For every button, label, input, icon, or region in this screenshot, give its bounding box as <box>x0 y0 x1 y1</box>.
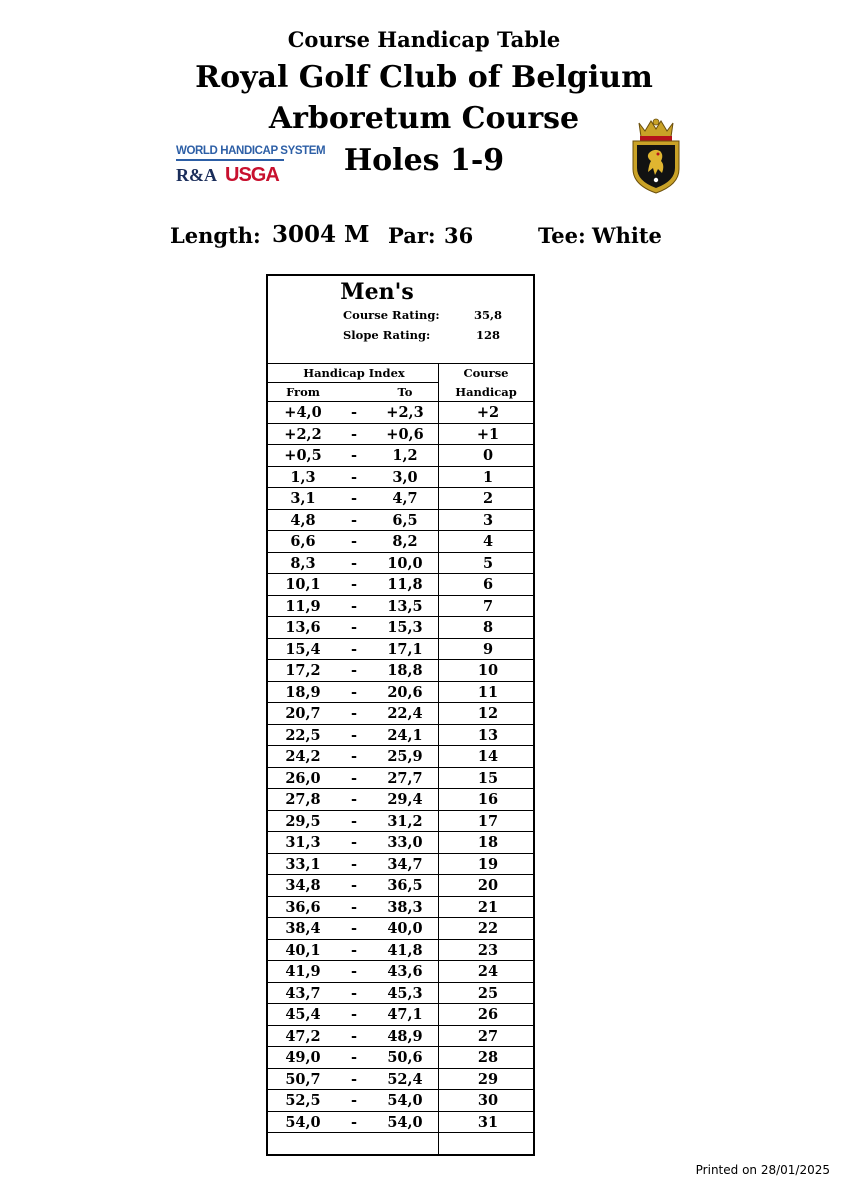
course-handicap-cell: 2 <box>482 490 494 507</box>
table-row <box>268 553 533 575</box>
course-handicap-cell: 7 <box>482 597 494 615</box>
from-cell: 43,7 <box>285 984 321 1002</box>
dash-cell: - <box>350 920 358 937</box>
to-cell: 3,0 <box>392 468 418 486</box>
dash-cell: - <box>350 748 358 765</box>
course-handicap-cell: 18 <box>477 834 499 851</box>
table-row <box>268 424 533 446</box>
slope-rating-value: 128 <box>475 328 500 342</box>
from-cell: 34,8 <box>285 877 321 894</box>
table-row <box>268 897 533 919</box>
dash-cell: - <box>350 1006 358 1023</box>
from-cell: 50,7 <box>285 1070 321 1088</box>
table-row <box>268 1004 533 1026</box>
from-cell: 18,9 <box>285 683 321 701</box>
to-cell: 47,1 <box>387 1006 423 1023</box>
table-row <box>268 1069 533 1091</box>
table-row <box>268 940 533 962</box>
dash-cell: - <box>350 877 358 894</box>
to-cell: 13,5 <box>387 597 423 615</box>
from-cell: 27,8 <box>285 791 321 808</box>
dash-cell: - <box>350 984 358 1002</box>
course-handicap-cell: 21 <box>477 898 499 916</box>
dash-cell: - <box>350 425 358 443</box>
to-cell: 18,8 <box>387 662 423 679</box>
to-cell: 36,5 <box>387 877 423 894</box>
course-handicap-cell: 25 <box>477 984 499 1002</box>
dash-cell: - <box>350 640 358 658</box>
to-cell: 33,0 <box>387 834 423 851</box>
to-cell: +0,6 <box>386 425 424 443</box>
to-cell: +2,3 <box>386 404 424 421</box>
dash-cell: - <box>350 1113 358 1131</box>
course-handicap-cell: 4 <box>482 533 494 550</box>
dash-cell: - <box>350 1092 358 1109</box>
course-handicap-cell: 22 <box>477 920 499 937</box>
table-row <box>268 918 533 940</box>
dash-cell: - <box>350 1027 358 1045</box>
to-cell: 43,6 <box>387 963 423 980</box>
course-handicap-cell: 19 <box>477 855 499 873</box>
dash-cell: - <box>350 554 358 572</box>
dash-cell: - <box>350 898 358 916</box>
course-handicap-cell: 28 <box>477 1049 499 1066</box>
dash-cell: - <box>350 963 358 980</box>
course-handicap-cell: 13 <box>477 726 499 744</box>
course-handicap-cell: 5 <box>482 554 494 572</box>
to-cell: 17,1 <box>387 640 423 658</box>
from-cell: 26,0 <box>285 769 321 787</box>
course-handicap-cell: 3 <box>482 511 494 529</box>
dash-cell: - <box>350 812 358 830</box>
whs-logo-partners <box>176 164 288 187</box>
to-cell: 50,6 <box>387 1049 423 1066</box>
course-handicap-cell: 29 <box>477 1070 499 1088</box>
from-cell: 29,5 <box>285 812 321 830</box>
dash-cell: - <box>350 511 358 529</box>
from-cell: 33,1 <box>285 855 321 873</box>
to-cell: 24,1 <box>387 726 423 744</box>
table-row <box>268 682 533 704</box>
par-label: Par: <box>388 223 436 248</box>
to-cell: 1,2 <box>392 447 418 464</box>
from-cell: 1,3 <box>290 468 316 486</box>
document-subtitle: Course Handicap Table <box>287 27 561 52</box>
to-cell: 22,4 <box>387 705 423 722</box>
table-body <box>268 402 533 1155</box>
to-cell: 52,4 <box>387 1070 423 1088</box>
section-title: Men's <box>340 279 414 305</box>
dash-cell: - <box>350 941 358 959</box>
from-cell: +2,2 <box>284 425 322 443</box>
from-cell: 40,1 <box>285 941 321 959</box>
table-row <box>268 1112 533 1134</box>
to-cell: 25,9 <box>387 748 423 765</box>
table-row <box>268 961 533 983</box>
dash-cell: - <box>350 404 358 421</box>
course-handicap-cell: 17 <box>477 812 499 830</box>
tee-value: White <box>592 223 662 248</box>
table-row <box>268 811 533 833</box>
dash-cell: - <box>350 1049 358 1066</box>
slope-rating-label: Slope Rating: <box>343 328 431 342</box>
handicap-header: Handicap <box>455 385 517 399</box>
from-cell: 41,9 <box>285 963 321 980</box>
to-cell: 31,2 <box>387 812 423 830</box>
course-handicap-cell: +1 <box>476 425 500 443</box>
to-cell: 45,3 <box>387 984 423 1002</box>
course-handicap-cell: 8 <box>482 619 494 636</box>
to-cell: 48,9 <box>387 1027 423 1045</box>
course-rating-value: 35,8 <box>473 308 502 322</box>
from-cell: 38,4 <box>285 920 321 937</box>
from-cell: 11,9 <box>285 597 321 615</box>
table-row <box>268 467 533 489</box>
table-row <box>268 617 533 639</box>
from-cell: 13,6 <box>285 619 321 636</box>
dash-cell: - <box>350 683 358 701</box>
from-cell: 24,2 <box>285 748 321 765</box>
dash-cell: - <box>350 576 358 593</box>
dash-cell: - <box>350 619 358 636</box>
course-handicap-cell: 14 <box>477 748 499 765</box>
to-cell: 10,0 <box>387 554 423 572</box>
course-handicap-cell: +2 <box>476 404 500 421</box>
whs-logo <box>176 144 326 188</box>
printed-date: Printed on 28/01/2025 <box>695 1163 830 1177</box>
table-row <box>268 703 533 725</box>
from-cell: 8,3 <box>290 554 316 572</box>
course-handicap-cell: 9 <box>482 640 494 658</box>
dash-cell: - <box>350 490 358 507</box>
from-cell: 45,4 <box>285 1006 321 1023</box>
table-row <box>268 1090 533 1112</box>
handicap-index-header: Handicap Index <box>303 366 405 380</box>
length-value: 3004 M <box>272 221 370 248</box>
from-cell: 31,3 <box>285 834 321 851</box>
course-handicap-cell: 1 <box>482 468 494 486</box>
dash-cell: - <box>350 705 358 722</box>
ra-logo: R&A <box>176 165 217 185</box>
course-handicap-cell: 23 <box>477 941 499 959</box>
to-cell: 11,8 <box>387 576 423 593</box>
to-cell: 6,5 <box>392 511 418 529</box>
to-cell: 15,3 <box>387 619 423 636</box>
course-handicap-cell: 11 <box>477 683 499 701</box>
dash-cell: - <box>350 662 358 679</box>
course-handicap-cell <box>458 1133 518 1154</box>
course-handicap-cell: 20 <box>477 877 499 894</box>
to-cell: 54,0 <box>387 1092 423 1109</box>
course-handicap-cell: 31 <box>477 1113 499 1131</box>
course-handicap-cell: 6 <box>482 576 494 593</box>
from-cell: 36,6 <box>285 898 321 916</box>
to-cell: 38,3 <box>387 898 423 916</box>
table-row <box>268 1133 533 1155</box>
table-row <box>268 875 533 897</box>
table-row <box>268 789 533 811</box>
holes-range: Holes 1-9 <box>343 143 505 178</box>
to-cell: 29,4 <box>387 791 423 808</box>
dash-cell: - <box>350 1070 358 1088</box>
club-crest-icon <box>627 117 685 195</box>
dash-cell: - <box>350 468 358 486</box>
course-handicap-cell: 16 <box>477 791 499 808</box>
to-cell: 40,0 <box>387 920 423 937</box>
to-cell <box>380 1133 430 1154</box>
from-header: From <box>286 385 320 399</box>
from-cell: 52,5 <box>285 1092 321 1109</box>
to-cell: 34,7 <box>387 855 423 873</box>
from-cell: 22,5 <box>285 726 321 744</box>
dash-cell: - <box>350 597 358 615</box>
from-cell: 4,8 <box>290 511 316 529</box>
table-row <box>268 1026 533 1048</box>
from-cell: 20,7 <box>285 705 321 722</box>
from-cell: 10,1 <box>285 576 321 593</box>
from-cell: +4,0 <box>284 404 322 421</box>
course-rating-label: Course Rating: <box>343 308 440 322</box>
dash-cell: - <box>350 533 358 550</box>
from-cell: 17,2 <box>285 662 321 679</box>
course-handicap-cell: 0 <box>482 447 494 464</box>
table-row <box>268 725 533 747</box>
course-handicap-cell: 24 <box>477 963 499 980</box>
course-handicap-cell: 27 <box>477 1027 499 1045</box>
to-header: To <box>397 385 413 399</box>
dash-cell <box>344 1133 364 1154</box>
from-cell: +0,5 <box>284 447 322 464</box>
dash-cell: - <box>350 447 358 464</box>
dash-cell: - <box>350 791 358 808</box>
table-row <box>268 402 533 424</box>
handicap-table <box>266 274 535 1156</box>
usga-logo: USGA <box>225 164 279 186</box>
tee-label: Tee: <box>538 223 586 248</box>
table-row <box>268 531 533 553</box>
whs-logo-text: WORLD HANDICAP SYSTEM <box>176 145 326 157</box>
table-row <box>268 983 533 1005</box>
table-row <box>268 1047 533 1069</box>
whs-logo-rule <box>176 159 284 161</box>
from-cell: 47,2 <box>285 1027 321 1045</box>
from-cell: 6,6 <box>290 533 316 550</box>
to-cell: 8,2 <box>392 533 418 550</box>
dash-cell: - <box>350 769 358 787</box>
from-cell: 15,4 <box>285 640 321 658</box>
from-cell: 54,0 <box>285 1113 321 1131</box>
dash-cell: - <box>350 726 358 744</box>
length-label: Length: <box>170 223 261 248</box>
course-handicap-cell: 30 <box>477 1092 499 1109</box>
table-row <box>268 746 533 768</box>
table-row <box>268 488 533 510</box>
course-header: Course <box>463 366 509 380</box>
course-handicap-cell: 12 <box>477 705 499 722</box>
course-handicap-cell: 10 <box>477 662 499 679</box>
par-value: 36 <box>444 223 474 248</box>
table-row <box>268 854 533 876</box>
table-row <box>268 639 533 661</box>
course-name: Arboretum Course <box>268 101 580 136</box>
club-name: Royal Golf Club of Belgium <box>195 60 653 95</box>
table-row <box>268 596 533 618</box>
course-handicap-cell: 15 <box>477 769 499 787</box>
table-row <box>268 510 533 532</box>
table-row <box>268 660 533 682</box>
course-handicap-cell: 26 <box>477 1006 499 1023</box>
table-row <box>268 574 533 596</box>
table-row <box>268 832 533 854</box>
to-cell: 20,6 <box>387 683 423 701</box>
to-cell: 4,7 <box>392 490 418 507</box>
from-cell <box>278 1133 328 1154</box>
dash-cell: - <box>350 834 358 851</box>
table-row <box>268 445 533 467</box>
to-cell: 27,7 <box>387 769 423 787</box>
from-cell: 3,1 <box>290 490 316 507</box>
to-cell: 54,0 <box>387 1113 423 1131</box>
dash-cell: - <box>350 855 358 873</box>
from-cell: 49,0 <box>285 1049 321 1066</box>
table-row <box>268 768 533 790</box>
to-cell: 41,8 <box>387 941 423 959</box>
